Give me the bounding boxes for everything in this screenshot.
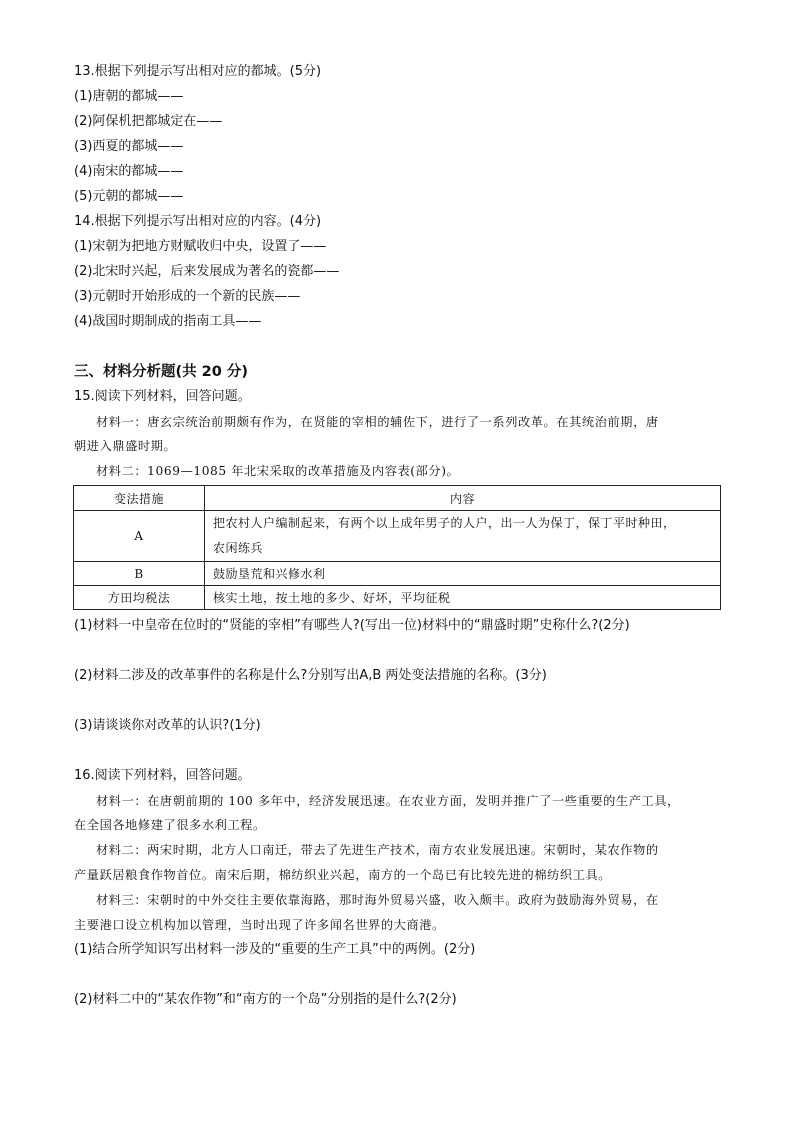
table-cell-measure: 方田均税法 [74, 586, 205, 610]
table-row [74, 562, 721, 586]
table-cell-content-line: 把农村人户编制起来，有两个以上成年男子的人户，出一人为保丁，保丁平时种田， [213, 516, 676, 530]
q14-item-4: (4)战国时期制成的指南工具—— [74, 314, 262, 329]
q15-stem: 15.阅读下列材料，回答问题。 [74, 389, 251, 404]
table-row [74, 511, 721, 562]
table-header-content: 内容 [205, 486, 721, 511]
table-cell-content-line: 农闲练兵 [213, 541, 264, 555]
q15-question-2: (2)材料二涉及的改革事件的名称是什么?分别写出A,B 两处变法措施的名称。(3分) [74, 668, 547, 683]
section-title: 三、材料分析题(共 20 分) [74, 364, 249, 380]
q16-material1-line2: 在全国各地修建了很多水利工程。 [74, 818, 266, 832]
table-cell-measure: A [74, 511, 205, 562]
table-cell-measure: B [74, 562, 205, 586]
q13-item-1: (1)唐朝的都城—— [74, 89, 184, 104]
q16-question-1: (1)结合所学知识写出材料一涉及的“重要的生产工具”中的两例。(2分) [74, 942, 476, 957]
table-row [74, 586, 721, 610]
q16-question-2: (2)材料二中的“某农作物”和“南方的一个岛”分别指的是什么?(2分) [74, 992, 457, 1007]
q15-question-1: (1)材料一中皇帝在位时的“贤能的宰相”有哪些人?(写出一位)材料中的“鼎盛时期”史称什么?(2分) [74, 618, 630, 633]
q15-material1-line2: 朝进入鼎盛时期。 [74, 439, 177, 453]
q13-item-2: (2)阿保机把都城定在—— [74, 114, 223, 129]
q15-material1-line1: 材料一：唐玄宗统治前期颇有作为，在贤能的宰相的辅佐下，进行了一系列改革。在其统治前期，唐 [96, 415, 659, 429]
reform-table [73, 485, 721, 610]
q14-item-3: (3)元朝时开始形成的一个新的民族—— [74, 289, 301, 304]
q13-item-3: (3)西夏的都城—— [74, 139, 184, 154]
table-cell-content: 鼓励垦荒和兴修水利 [205, 562, 721, 586]
q13-item-5: (5)元朝的都城—— [74, 189, 184, 204]
q14-stem: 14.根据下列提示写出相对应的内容。(4分) [74, 214, 322, 229]
q16-material3-line2: 主要港口设立机构加以管理，当时出现了许多闻名世界的大商港。 [74, 918, 445, 932]
table-header-row [74, 486, 721, 511]
q15-material2-caption: 材料二：1069—1085 年北宋采取的改革措施及内容表(部分)。 [96, 464, 460, 478]
q16-material2-line1: 材料二：两宋时期，北方人口南迁，带去了先进生产技术，南方农业发展迅速。宋朝时，某农作物的 [96, 843, 659, 857]
q14-item-2: (2)北宋时兴起，后来发展成为著名的瓷都—— [74, 264, 340, 279]
q16-material2-line2: 产量跃居粮食作物首位。南宋后期，棉纺织业兴起，南方的一个岛已有比较先进的棉纺织工具。 [74, 868, 612, 882]
q13-item-4: (4)南宋的都城—— [74, 164, 184, 179]
q16-stem: 16.阅读下列材料，回答问题。 [74, 768, 251, 783]
table-header-measure: 变法措施 [74, 486, 205, 511]
table-cell-content [205, 511, 721, 562]
q14-item-1: (1)宋朝为把地方财赋收归中央，设置了—— [74, 239, 327, 254]
q16-material1-line1: 材料一：在唐朝前期的 100 多年中，经济发展迅速。在农业方面，发明并推广了一些重要的生产工具， [96, 794, 680, 808]
q15-question-3: (3)请谈谈你对改革的认识?(1分) [74, 718, 261, 733]
q13-stem: 13.根据下列提示写出相对应的都城。(5分) [74, 64, 322, 79]
table-cell-content: 核实土地，按土地的多少、好坏，平均征税 [205, 586, 721, 610]
q16-material3-line1: 材料三：宋朝时的中外交往主要依靠海路，那时海外贸易兴盛，收入颇丰。政府为鼓励海外贸易，在 [96, 893, 659, 907]
